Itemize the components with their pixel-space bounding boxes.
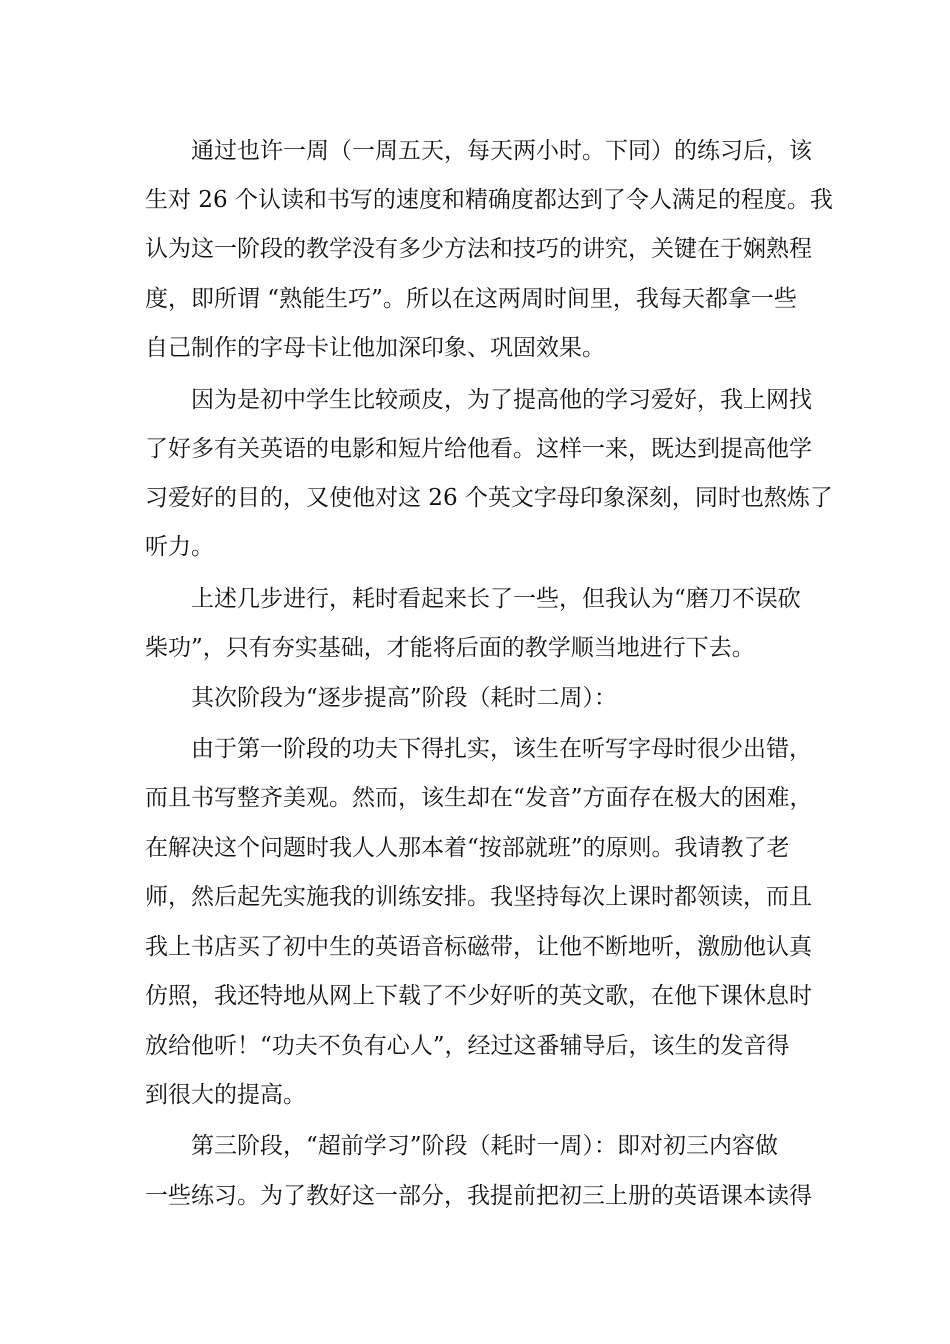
text-line: 而且书写整齐美观。然而，该生却在“发音”方面存在极大的困难， <box>145 785 813 811</box>
text-line: 第三阶段，“超前学习”阶段（耗时一周）：即对初三内容做 <box>191 1133 779 1159</box>
text-line: 在解决这个问题时我人人那本着“按部就班”的原则。我请教了老 <box>145 835 790 861</box>
text-line: 习爱好的目的，又使他对这 26 个英文字母印象深刻，同时也熬炼了 <box>145 485 833 511</box>
text-line: 因为是初中学生比较顽皮，为了提高他的学习爱好，我上网找 <box>191 387 812 413</box>
text-line: 一些练习。为了教好这一部分，我提前把初三上册的英语课本读得 <box>145 1183 812 1209</box>
text-line: 师，然后起先实施我的训练安排。我坚持每次上课时都领读，而且 <box>145 884 812 910</box>
text-line: 柴功”，只有夯实基础，才能将后面的教学顺当地进行下去。 <box>145 635 755 661</box>
section-heading: 其次阶段为“逐步提高”阶段（耗时二周）： <box>191 685 618 711</box>
text-line: 放给他听！“功夫不负有心人”，经过这番辅导后，该生的发音得 <box>145 1033 790 1059</box>
text-line: 到很大的提高。 <box>145 1082 306 1108</box>
text-line: 认为这一阶段的教学没有多少方法和技巧的讲究，关键在于娴熟程 <box>145 236 812 262</box>
text-line: 由于第一阶段的功夫下得扎实，该生在听写字母时很少出错， <box>191 736 812 762</box>
text-line: 度，即所谓 “熟能生巧”。所以在这两周时间里，我每天都拿一些 <box>145 286 797 312</box>
text-line: 了好多有关英语的电影和短片给他看。这样一来，既达到提高他学 <box>145 436 812 462</box>
text-line: 生对 26 个认读和书写的速度和精确度都达到了令人满足的程度。我 <box>145 187 833 213</box>
text-line: 我上书店买了初中生的英语音标磁带，让他不断地听，激励他认真 <box>145 934 812 960</box>
text-line: 听力。 <box>145 534 214 560</box>
text-line: 上述几步进行，耗时看起来长了一些，但我认为“磨刀不误砍 <box>191 586 801 612</box>
text-line: 自己制作的字母卡让他加深印象、巩固效果。 <box>145 335 605 361</box>
text-line: 仿照，我还特地从网上下载了不少好听的英文歌，在他下课休息时 <box>145 983 812 1009</box>
text-line: 通过也许一周（一周五天，每天两小时。下同）的练习后，该 <box>191 138 812 164</box>
